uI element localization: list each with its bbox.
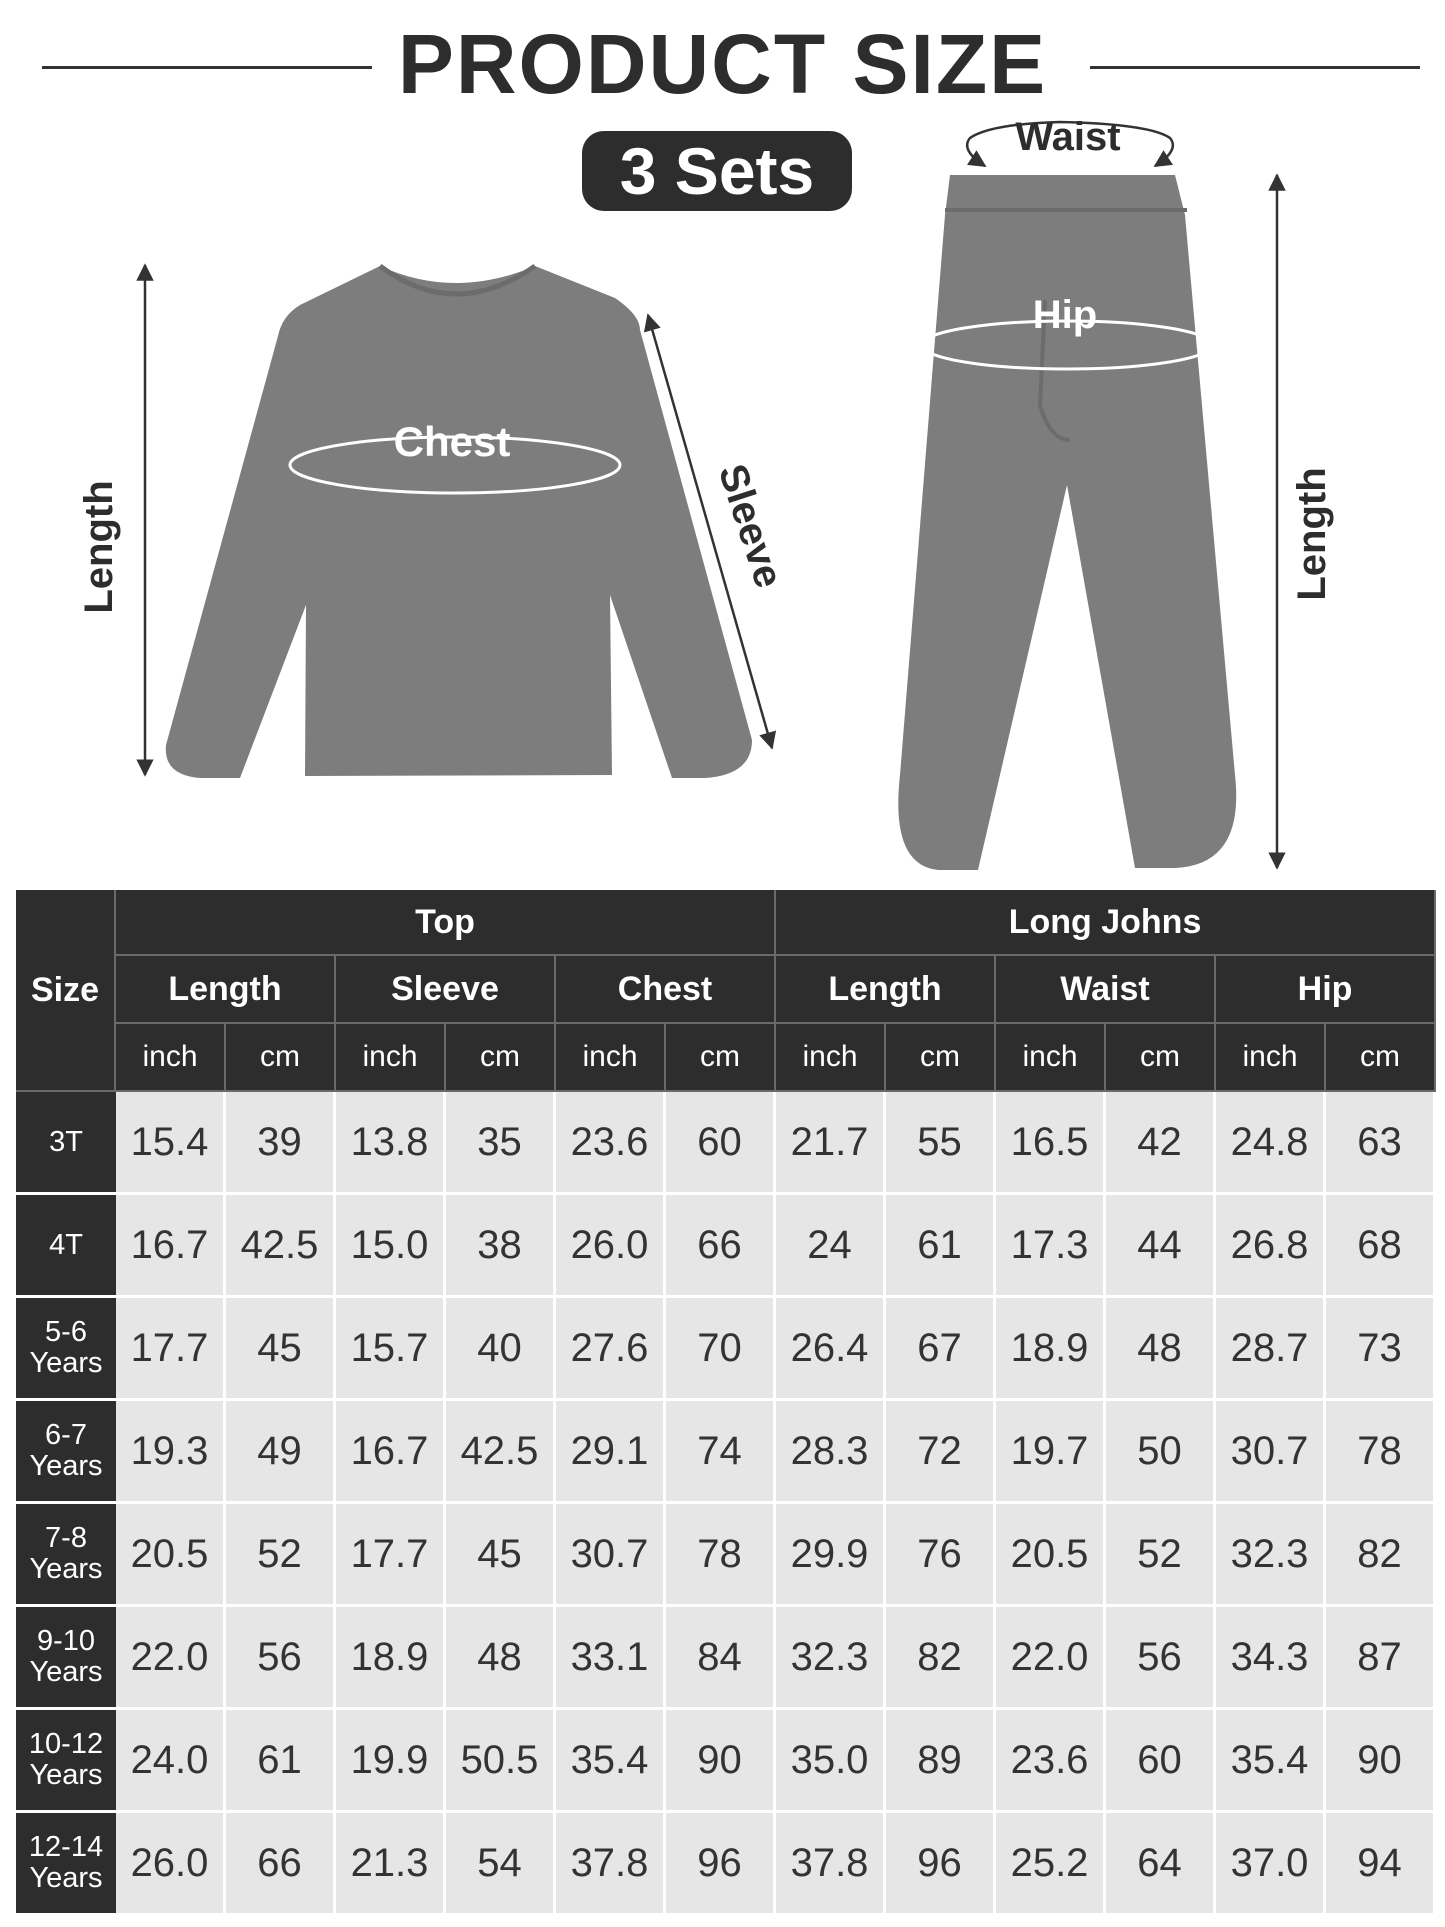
table-cell: 21.7	[776, 1092, 886, 1195]
table-cell: 74	[666, 1401, 776, 1504]
table-cell: 87	[1326, 1607, 1436, 1710]
table-cell: 39	[226, 1092, 336, 1195]
table-cell: 55	[886, 1092, 996, 1195]
sets-badge: 3 Sets	[582, 131, 852, 211]
pants-shape	[898, 175, 1236, 870]
table-cell: 49	[226, 1401, 336, 1504]
unit-header: cm	[1326, 1024, 1436, 1092]
table-cell: 73	[1326, 1298, 1436, 1401]
table-cell: 61	[226, 1710, 336, 1813]
table-cell: 44	[1106, 1195, 1216, 1298]
group-header-long-johns: Long Johns	[776, 890, 1436, 956]
size-label-line: Years	[29, 1862, 103, 1894]
table-cell: 50	[1106, 1401, 1216, 1504]
size-label-line: Years	[29, 1553, 103, 1585]
table-cell: 34.3	[1216, 1607, 1326, 1710]
table-cell: 78	[1326, 1401, 1436, 1504]
table-cell: 45	[446, 1504, 556, 1607]
table-cell: 22.0	[996, 1607, 1106, 1710]
table-row	[16, 1298, 1436, 1401]
table-cell: 40	[446, 1298, 556, 1401]
table-cell: 84	[666, 1607, 776, 1710]
table-cell: 56	[1106, 1607, 1216, 1710]
table-cell: 42.5	[446, 1401, 556, 1504]
table-cell: 72	[886, 1401, 996, 1504]
measure-header: Length	[776, 956, 996, 1024]
size-header: Size	[16, 890, 116, 1092]
table-cell: 23.6	[556, 1092, 666, 1195]
table-cell: 96	[886, 1813, 996, 1916]
table-cell: 18.9	[336, 1607, 446, 1710]
table-cell: 38	[446, 1195, 556, 1298]
table-cell: 52	[1106, 1504, 1216, 1607]
table-row	[16, 1092, 1436, 1195]
table-cell: 56	[226, 1607, 336, 1710]
size-label-line: Years	[29, 1347, 103, 1379]
table-cell: 33.1	[556, 1607, 666, 1710]
table-cell: 60	[1106, 1710, 1216, 1813]
shirt-shape	[166, 266, 752, 778]
table-cell: 21.3	[336, 1813, 446, 1916]
table-cell: 96	[666, 1813, 776, 1916]
table-cell: 35	[446, 1092, 556, 1195]
table-cell: 66	[666, 1195, 776, 1298]
table-cell: 90	[666, 1710, 776, 1813]
size-label-line: 10-12	[28, 1728, 104, 1760]
size-label	[16, 1813, 116, 1916]
table-row	[16, 1504, 1436, 1607]
table-cell: 64	[1106, 1813, 1216, 1916]
table-cell: 16.7	[116, 1195, 226, 1298]
unit-header: cm	[226, 1024, 336, 1092]
table-cell: 26.0	[556, 1195, 666, 1298]
size-label-line: Years	[29, 1759, 103, 1791]
table-cell: 32.3	[1216, 1504, 1326, 1607]
table-cell: 26.0	[116, 1813, 226, 1916]
table-cell: 70	[666, 1298, 776, 1401]
size-chart-table	[16, 890, 1436, 1916]
table-cell: 27.6	[556, 1298, 666, 1401]
shirt-length-label: Length	[77, 480, 121, 614]
table-row	[16, 1195, 1436, 1298]
unit-header: inch	[776, 1024, 886, 1092]
table-cell: 17.7	[336, 1504, 446, 1607]
measure-header: Waist	[996, 956, 1216, 1024]
table-cell: 19.3	[116, 1401, 226, 1504]
table-cell: 82	[1326, 1504, 1436, 1607]
table-cell: 13.8	[336, 1092, 446, 1195]
size-label	[16, 1195, 116, 1298]
table-row	[16, 1607, 1436, 1710]
size-label-line: 9-10	[36, 1625, 96, 1657]
table-cell: 37.0	[1216, 1813, 1326, 1916]
size-label-line: 7-8	[45, 1522, 87, 1554]
table-cell: 48	[446, 1607, 556, 1710]
table-cell: 26.4	[776, 1298, 886, 1401]
table-cell: 50.5	[446, 1710, 556, 1813]
size-label-line: 12-14	[28, 1831, 104, 1863]
size-label-line: Years	[29, 1656, 103, 1688]
size-label	[16, 1298, 116, 1401]
waist-label: Waist	[1015, 115, 1121, 159]
table-cell: 24.8	[1216, 1092, 1326, 1195]
table-cell: 61	[886, 1195, 996, 1298]
table-cell: 60	[666, 1092, 776, 1195]
table-cell: 16.7	[336, 1401, 446, 1504]
table-cell: 54	[446, 1813, 556, 1916]
hip-label: Hip	[1032, 293, 1098, 337]
table-cell: 35.4	[556, 1710, 666, 1813]
unit-header: cm	[666, 1024, 776, 1092]
unit-header: cm	[446, 1024, 556, 1092]
table-cell: 63	[1326, 1092, 1436, 1195]
table-cell: 37.8	[556, 1813, 666, 1916]
table-cell: 25.2	[996, 1813, 1106, 1916]
table-cell: 52	[226, 1504, 336, 1607]
group-header-top: Top	[116, 890, 776, 956]
table-cell: 66	[226, 1813, 336, 1916]
size-label	[16, 1504, 116, 1607]
table-cell: 68	[1326, 1195, 1436, 1298]
measure-header: Length	[116, 956, 336, 1024]
size-label-line: 5-6	[45, 1316, 87, 1348]
unit-header: inch	[336, 1024, 446, 1092]
measure-header: Chest	[556, 956, 776, 1024]
table-cell: 37.8	[776, 1813, 886, 1916]
table-cell: 15.0	[336, 1195, 446, 1298]
table-cell: 42.5	[226, 1195, 336, 1298]
table-cell: 24	[776, 1195, 886, 1298]
table-row	[16, 1813, 1436, 1916]
table-row	[16, 1401, 1436, 1504]
unit-header: cm	[886, 1024, 996, 1092]
unit-header: inch	[556, 1024, 666, 1092]
size-label	[16, 1092, 116, 1195]
table-cell: 22.0	[116, 1607, 226, 1710]
size-label	[16, 1607, 116, 1710]
table-cell: 45	[226, 1298, 336, 1401]
table-cell: 76	[886, 1504, 996, 1607]
table-cell: 35.0	[776, 1710, 886, 1813]
size-label	[16, 1401, 116, 1504]
table-cell: 35.4	[1216, 1710, 1326, 1813]
table-cell: 90	[1326, 1710, 1436, 1813]
table-cell: 20.5	[116, 1504, 226, 1607]
unit-header: inch	[1216, 1024, 1326, 1092]
table-cell: 19.9	[336, 1710, 446, 1813]
table-cell: 17.7	[116, 1298, 226, 1401]
table-cell: 20.5	[996, 1504, 1106, 1607]
table-cell: 28.7	[1216, 1298, 1326, 1401]
unit-header: inch	[996, 1024, 1106, 1092]
size-label-line: 4T	[49, 1228, 83, 1261]
size-label-line: 3T	[49, 1125, 83, 1158]
table-cell: 67	[886, 1298, 996, 1401]
size-table-body	[16, 1092, 1436, 1916]
table-cell: 15.7	[336, 1298, 446, 1401]
table-cell: 30.7	[1216, 1401, 1326, 1504]
table-cell: 23.6	[996, 1710, 1106, 1813]
measure-header: Sleeve	[336, 956, 556, 1024]
page-title: PRODUCT SIZE	[397, 17, 1048, 111]
measure-header: Hip	[1216, 956, 1436, 1024]
size-label-line: 6-7	[45, 1419, 87, 1451]
table-cell: 29.1	[556, 1401, 666, 1504]
table-cell: 32.3	[776, 1607, 886, 1710]
unit-header: cm	[1106, 1024, 1216, 1092]
table-cell: 29.9	[776, 1504, 886, 1607]
table-cell: 26.8	[1216, 1195, 1326, 1298]
table-cell: 48	[1106, 1298, 1216, 1401]
unit-header: inch	[116, 1024, 226, 1092]
table-cell: 15.4	[116, 1092, 226, 1195]
table-cell: 94	[1326, 1813, 1436, 1916]
garment-diagram	[0, 0, 1445, 880]
table-cell: 82	[886, 1607, 996, 1710]
pants-length-label: Length	[1290, 467, 1334, 601]
table-cell: 30.7	[556, 1504, 666, 1607]
table-cell: 42	[1106, 1092, 1216, 1195]
table-cell: 18.9	[996, 1298, 1106, 1401]
table-row	[16, 1710, 1436, 1813]
table-cell: 28.3	[776, 1401, 886, 1504]
size-label-line: Years	[29, 1450, 103, 1482]
sleeve-label: Sleeve	[709, 458, 791, 594]
table-cell: 89	[886, 1710, 996, 1813]
table-cell: 78	[666, 1504, 776, 1607]
table-cell: 16.5	[996, 1092, 1106, 1195]
size-label	[16, 1710, 116, 1813]
table-cell: 19.7	[996, 1401, 1106, 1504]
chest-label: Chest	[393, 418, 511, 465]
table-cell: 24.0	[116, 1710, 226, 1813]
table-cell: 17.3	[996, 1195, 1106, 1298]
